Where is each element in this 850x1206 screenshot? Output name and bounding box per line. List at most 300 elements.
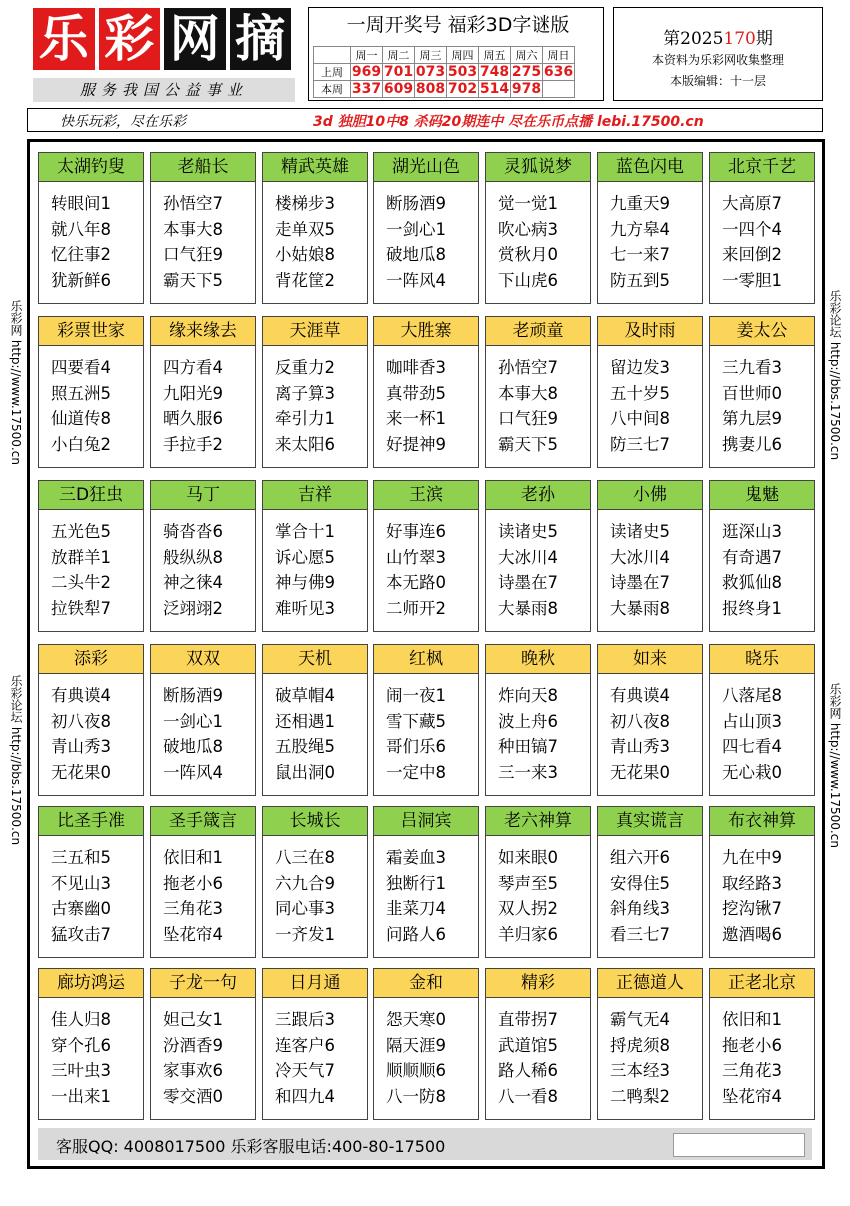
draw-number: 609 xyxy=(383,81,414,97)
riddle-line: 大暴雨8 xyxy=(498,598,558,618)
draw-number: 748 xyxy=(479,64,510,80)
riddle-line: 问路人6 xyxy=(386,924,446,944)
side-text-right-bottom: 乐彩网 http://www.17500.cn xyxy=(828,683,842,848)
riddle-line: 琴声至5 xyxy=(498,873,558,893)
riddle-card xyxy=(709,480,815,632)
riddle-line: 武道馆5 xyxy=(498,1035,558,1055)
riddle-line: 断肠酒9 xyxy=(386,194,446,213)
riddle-line: 汾酒香9 xyxy=(163,1035,223,1055)
side-text-right-top: 乐彩论坛 http://bbs.17500.cn xyxy=(828,290,842,461)
riddle-line: 来回倒2 xyxy=(722,245,782,264)
riddle-line: 本事大8 xyxy=(498,383,558,403)
riddle-card-body xyxy=(374,182,478,293)
riddle-card-body xyxy=(710,510,814,621)
riddle-line: 八一防8 xyxy=(386,1086,446,1106)
riddle-card-title: 老六神算 xyxy=(486,807,590,836)
riddle-line: 挖沟锹7 xyxy=(722,899,782,918)
riddle-card xyxy=(38,644,144,796)
riddle-card-body xyxy=(598,836,702,947)
riddle-line: 一四个4 xyxy=(722,219,782,239)
riddle-card-title: 圣手箴言 xyxy=(151,807,255,836)
riddle-line: 青山秀3 xyxy=(51,737,111,756)
riddle-card xyxy=(38,806,144,958)
riddle-line: 来太阳6 xyxy=(275,434,335,454)
riddle-card-body xyxy=(486,182,590,293)
riddle-line: 八中间8 xyxy=(610,409,670,428)
riddle-line: 救狐仙8 xyxy=(722,573,782,592)
riddle-card xyxy=(709,644,815,796)
draw-number: 969 xyxy=(351,64,382,80)
this-week-label: 本周 xyxy=(314,81,351,98)
riddle-line: 鼠出洞0 xyxy=(275,762,335,782)
riddle-line: 一剑心1 xyxy=(163,711,223,731)
riddle-card-body xyxy=(374,510,478,621)
riddle-line: 来一杯1 xyxy=(386,409,446,428)
riddle-card-title: 长城长 xyxy=(263,807,367,836)
riddle-line: 犹新鲜6 xyxy=(51,270,111,290)
riddle-card-body xyxy=(151,510,255,621)
riddle-card-body xyxy=(374,674,478,785)
riddle-card xyxy=(38,968,144,1120)
draw-number: 701 xyxy=(383,64,414,80)
riddle-card xyxy=(262,644,368,796)
day-header: 周四 xyxy=(447,47,479,64)
riddle-card-body xyxy=(710,182,814,293)
riddle-line: 三本经3 xyxy=(610,1061,670,1080)
riddle-line: 三九看3 xyxy=(722,358,782,377)
riddle-line: 口气狂9 xyxy=(498,409,558,428)
riddle-card-body xyxy=(263,674,367,785)
riddle-line: 组六开6 xyxy=(610,848,670,867)
riddle-line: 神与佛9 xyxy=(275,573,335,592)
riddle-line: 韭菜刀4 xyxy=(386,899,446,918)
riddle-card-body xyxy=(598,182,702,293)
riddle-line: 有典谟4 xyxy=(51,686,111,705)
riddle-card-body xyxy=(598,998,702,1109)
riddle-card-title: 双双 xyxy=(151,645,255,674)
riddle-line: 零交酒0 xyxy=(163,1086,223,1106)
riddle-line: 逛深山3 xyxy=(722,522,782,541)
riddle-line: 霸气无4 xyxy=(610,1010,670,1029)
riddle-card xyxy=(373,152,479,304)
riddle-card-title: 精彩 xyxy=(486,969,590,998)
draw-number: 808 xyxy=(415,81,446,97)
riddle-line: 放群羊1 xyxy=(51,547,111,567)
draw-number: 636 xyxy=(543,64,574,80)
riddle-card-title: 老孙 xyxy=(486,481,590,510)
riddle-card xyxy=(485,480,591,632)
riddle-card xyxy=(150,968,256,1120)
riddle-line: 三五和5 xyxy=(51,848,111,867)
riddle-line: 二师开2 xyxy=(386,598,446,618)
riddle-line: 依旧和1 xyxy=(163,848,223,867)
riddle-line: 拖老小6 xyxy=(163,873,223,893)
riddle-line: 连客户6 xyxy=(275,1035,335,1055)
draw-results-table xyxy=(313,46,575,98)
day-header: 周三 xyxy=(415,47,447,64)
riddle-line: 三跟后3 xyxy=(275,1010,335,1029)
riddle-line: 九阳光9 xyxy=(163,383,223,403)
riddle-line: 哥们乐6 xyxy=(386,737,446,756)
riddle-line: 大暴雨8 xyxy=(610,598,670,618)
riddle-line: 一齐发1 xyxy=(275,924,335,944)
day-header: 周二 xyxy=(383,47,415,64)
compiled-note: 本资料为乐彩网收集整理 xyxy=(651,53,784,67)
riddle-card xyxy=(373,806,479,958)
riddle-line: 孙悟空7 xyxy=(163,194,223,213)
riddle-line: 顺顺顺6 xyxy=(386,1061,446,1080)
riddle-line: 古寨幽0 xyxy=(51,899,111,918)
riddle-line: 不见山3 xyxy=(51,873,111,893)
riddle-card-title: 精武英雄 xyxy=(263,153,367,182)
riddle-card-title: 大胜寨 xyxy=(374,317,478,346)
riddle-card xyxy=(150,806,256,958)
riddle-line: 炸向天8 xyxy=(498,686,558,705)
riddle-card xyxy=(485,644,591,796)
riddle-line: 掌合十1 xyxy=(275,522,335,541)
riddle-line: 晒久服6 xyxy=(163,409,223,428)
riddle-line: 好事连6 xyxy=(386,522,446,541)
riddle-line: 依旧和1 xyxy=(722,1010,782,1029)
riddle-line: 离子算3 xyxy=(275,383,335,403)
riddle-card-title: 及时雨 xyxy=(598,317,702,346)
riddle-card-body xyxy=(710,998,814,1109)
riddle-line: 五十岁5 xyxy=(610,383,670,403)
riddle-line: 大冰川4 xyxy=(610,547,670,567)
riddle-line: 霜姜血3 xyxy=(386,848,446,867)
riddle-line: 四七看4 xyxy=(722,737,782,756)
riddle-line: 八落尾8 xyxy=(722,686,782,705)
draw-number: 337 xyxy=(351,81,382,97)
riddle-line: 六九合9 xyxy=(275,873,335,893)
riddle-line: 五股绳5 xyxy=(275,737,335,756)
riddle-line: 坠花帘4 xyxy=(722,1086,782,1106)
riddle-line: 泛翊翊2 xyxy=(163,598,223,618)
riddle-card-body xyxy=(598,510,702,621)
riddle-card-body xyxy=(710,346,814,457)
riddle-line: 背花筐2 xyxy=(275,270,335,290)
riddle-card-title: 缘来缘去 xyxy=(151,317,255,346)
riddle-card xyxy=(597,152,703,304)
riddle-line: 九方皋4 xyxy=(610,219,670,239)
riddle-card-body xyxy=(39,998,143,1109)
promo-link[interactable]: 3d 独胆10中8 杀码20期连中 尽在乐币点播 lebi.17500.cn xyxy=(313,114,704,130)
riddle-line: 口气狂9 xyxy=(163,245,223,264)
riddle-line: 一定中8 xyxy=(386,762,446,782)
riddle-line: 直带拐7 xyxy=(498,1010,558,1029)
riddle-card-body xyxy=(151,998,255,1109)
riddle-line: 五光色5 xyxy=(51,522,111,541)
riddle-line: 坠花帘4 xyxy=(163,924,223,944)
riddle-line: 无花果0 xyxy=(610,762,670,782)
riddle-card-title: 廊坊鸿运 xyxy=(39,969,143,998)
riddle-card-title: 正老北京 xyxy=(710,969,814,998)
riddle-line: 有典谟4 xyxy=(610,686,670,705)
riddle-card-title: 太湖钓叟 xyxy=(39,153,143,182)
riddle-card-title: 蓝色闪电 xyxy=(598,153,702,182)
side-text-left-top: 乐彩网 http://www.17500.cn xyxy=(9,300,23,465)
riddle-line: 隔天涯9 xyxy=(386,1035,446,1055)
riddle-line: 仙道传8 xyxy=(51,409,111,428)
riddle-line: 就八年8 xyxy=(51,219,111,239)
riddle-line: 读诸史5 xyxy=(498,522,558,541)
riddle-line: 本事大8 xyxy=(163,219,223,239)
riddle-card-title: 老船长 xyxy=(151,153,255,182)
riddle-card-title: 北京千艺 xyxy=(710,153,814,182)
issue-number: 第2025170期 xyxy=(663,29,773,49)
riddle-line: 霸天下5 xyxy=(498,434,558,454)
riddle-line: 小姑娘8 xyxy=(275,245,335,264)
riddle-line: 双人拐2 xyxy=(498,899,558,918)
riddle-line: 下山虎6 xyxy=(498,270,558,290)
logo-char: 彩 xyxy=(99,8,161,70)
riddle-line: 报终身1 xyxy=(722,598,782,618)
riddle-line: 骑沓沓6 xyxy=(163,522,223,541)
riddle-line: 觉一觉1 xyxy=(498,194,558,213)
riddle-line: 断肠酒9 xyxy=(163,686,223,705)
riddle-card xyxy=(150,644,256,796)
riddle-card-body xyxy=(486,674,590,785)
riddle-line: 同心事3 xyxy=(275,899,335,918)
riddle-line: 转眼间1 xyxy=(51,194,111,213)
riddle-card-body xyxy=(263,510,367,621)
draw-number: 503 xyxy=(447,64,478,80)
riddle-card xyxy=(597,644,703,796)
riddle-card-body xyxy=(39,346,143,457)
riddle-card-body xyxy=(263,998,367,1109)
riddle-card xyxy=(597,968,703,1120)
day-header: 周六 xyxy=(511,47,543,64)
riddle-line: 占山顶3 xyxy=(722,711,782,731)
riddle-card-title: 王滨 xyxy=(374,481,478,510)
riddle-card-title: 如来 xyxy=(598,645,702,674)
riddle-line: 百世师0 xyxy=(722,383,782,403)
riddle-line: 九重天9 xyxy=(610,194,670,213)
riddle-line: 手拉手2 xyxy=(163,434,223,454)
riddle-card-body xyxy=(486,836,590,947)
riddle-line: 大高原7 xyxy=(722,194,782,213)
riddle-line: 防五到5 xyxy=(610,270,670,290)
riddle-line: 一零胆1 xyxy=(722,270,782,290)
riddle-card-title: 添彩 xyxy=(39,645,143,674)
riddle-line: 波上舟6 xyxy=(498,711,558,731)
riddle-line: 佳人归8 xyxy=(51,1010,111,1029)
riddle-card-title: 布衣神算 xyxy=(710,807,814,836)
riddle-line: 诉心愿5 xyxy=(275,547,335,567)
riddle-card-body xyxy=(263,346,367,457)
riddle-card xyxy=(150,152,256,304)
riddle-card-body xyxy=(151,674,255,785)
draw-number: 275 xyxy=(511,64,542,80)
draw-number: 978 xyxy=(511,81,542,97)
riddle-card-body xyxy=(39,182,143,293)
riddle-line: 怨天寒0 xyxy=(386,1010,446,1029)
draw-number: 702 xyxy=(447,81,478,97)
riddle-card xyxy=(373,968,479,1120)
footer-contact: 客服QQ: 4008017500 乐彩客服电话:400-80-17500 xyxy=(56,1137,446,1156)
riddle-line: 真带劲5 xyxy=(386,383,446,403)
riddle-line: 四要看4 xyxy=(51,358,111,377)
riddle-card-title: 真实谎言 xyxy=(598,807,702,836)
riddle-line: 取经路3 xyxy=(722,873,782,893)
riddle-line: 无心栽0 xyxy=(722,762,782,782)
riddle-line: 吹心病3 xyxy=(498,219,558,239)
riddle-line: 防三七7 xyxy=(610,434,670,454)
riddle-card-body xyxy=(486,510,590,621)
riddle-card-title: 吕洞宾 xyxy=(374,807,478,836)
riddle-card xyxy=(485,316,591,468)
riddle-card-title: 金和 xyxy=(374,969,478,998)
riddle-line: 和四九4 xyxy=(275,1086,335,1106)
draw-number xyxy=(543,81,575,98)
riddle-card-title: 姜太公 xyxy=(710,317,814,346)
logo xyxy=(33,8,295,74)
riddle-card-title: 老顽童 xyxy=(486,317,590,346)
riddle-card-body xyxy=(486,346,590,457)
riddle-line: 如来眼0 xyxy=(498,848,558,867)
riddle-line: 三一来3 xyxy=(498,762,558,782)
riddle-line: 难听见3 xyxy=(275,598,335,618)
riddle-line: 斜角线3 xyxy=(610,899,670,918)
riddle-card-title: 灵狐说梦 xyxy=(486,153,590,182)
riddle-line: 忆往事2 xyxy=(51,245,111,264)
logo-char: 乐 xyxy=(33,8,95,70)
riddle-line: 二鸭梨2 xyxy=(610,1086,670,1106)
riddle-line: 第九层9 xyxy=(722,409,782,428)
riddle-card xyxy=(38,152,144,304)
riddle-card-body xyxy=(151,836,255,947)
riddle-line: 捋虎须8 xyxy=(610,1035,670,1055)
riddle-line: 诗墨在7 xyxy=(498,573,558,592)
riddle-line: 独断行1 xyxy=(386,873,446,893)
riddle-card xyxy=(373,480,479,632)
riddle-line: 拖老小6 xyxy=(722,1035,782,1055)
day-header: 周五 xyxy=(479,47,511,64)
riddle-line: 七一来7 xyxy=(610,245,670,264)
riddle-line: 大冰川4 xyxy=(498,547,558,567)
riddle-line: 冷天气7 xyxy=(275,1061,335,1080)
riddle-line: 赏秋月0 xyxy=(498,245,558,264)
day-header: 周一 xyxy=(351,47,383,64)
riddle-line: 安得住5 xyxy=(610,873,670,893)
riddle-card-body xyxy=(151,346,255,457)
riddle-card-title: 子龙一句 xyxy=(151,969,255,998)
riddle-card-body xyxy=(598,346,702,457)
riddle-card xyxy=(597,480,703,632)
riddle-card-title: 比圣手准 xyxy=(39,807,143,836)
editor-note: 本版编辑：十一层 xyxy=(669,74,766,88)
tagline: 快乐玩彩，尽在乐彩 xyxy=(60,114,186,130)
riddle-line: 一剑心1 xyxy=(386,219,446,239)
riddle-card-body xyxy=(374,836,478,947)
riddle-card xyxy=(709,806,815,958)
riddle-line: 八一看8 xyxy=(498,1086,558,1106)
logo-char: 网 xyxy=(164,8,226,70)
riddle-line: 还相遇1 xyxy=(275,711,335,731)
riddle-card-title: 天机 xyxy=(263,645,367,674)
riddle-card-title: 吉祥 xyxy=(263,481,367,510)
riddle-line: 路人稀6 xyxy=(498,1061,558,1080)
riddle-card-body xyxy=(710,836,814,947)
riddle-card xyxy=(709,152,815,304)
riddle-card-body xyxy=(39,836,143,947)
riddle-card xyxy=(485,968,591,1120)
riddle-line: 家事欢6 xyxy=(163,1061,223,1080)
riddle-card-title: 马丁 xyxy=(151,481,255,510)
riddle-line: 神之徕4 xyxy=(163,573,223,592)
riddle-line: 闹一夜1 xyxy=(386,686,446,705)
riddle-line: 留边发3 xyxy=(610,358,670,377)
riddle-line: 好提神9 xyxy=(386,434,446,454)
riddle-line: 照五洲5 xyxy=(51,383,111,403)
riddle-card-body xyxy=(374,346,478,457)
side-text-left-bottom: 乐彩论坛 http://bbs.17500.cn xyxy=(9,675,23,846)
riddle-line: 咖啡香3 xyxy=(386,358,446,377)
riddle-card xyxy=(709,316,815,468)
riddle-card xyxy=(262,968,368,1120)
riddle-line: 走单双5 xyxy=(275,219,335,239)
riddle-line: 山竹翠3 xyxy=(386,547,446,567)
riddle-card-title: 正德道人 xyxy=(598,969,702,998)
riddle-line: 一阵风4 xyxy=(386,270,446,290)
riddle-line: 穿个孔6 xyxy=(51,1035,111,1055)
riddle-line: 本无路0 xyxy=(386,573,446,592)
riddle-line: 二头牛2 xyxy=(51,573,111,592)
slogan: 服务我国公益事业 xyxy=(33,78,295,102)
riddle-line: 三角花3 xyxy=(722,1061,782,1080)
riddle-line: 般纵纵8 xyxy=(163,547,223,567)
riddle-line: 无花果0 xyxy=(51,762,111,782)
riddle-card-body xyxy=(710,674,814,785)
riddle-card-body xyxy=(374,998,478,1109)
riddle-card-title: 三D狂虫 xyxy=(39,481,143,510)
footer-blank-box xyxy=(673,1133,805,1157)
riddle-card-body xyxy=(486,998,590,1109)
riddle-card-body xyxy=(263,836,367,947)
riddle-card-body xyxy=(598,674,702,785)
riddle-card-title: 天涯草 xyxy=(263,317,367,346)
riddle-line: 种田镐7 xyxy=(498,737,558,756)
riddle-card xyxy=(150,316,256,468)
draw-number: 073 xyxy=(415,64,446,80)
riddle-card xyxy=(485,152,591,304)
riddle-line: 看三七7 xyxy=(610,924,670,944)
riddle-card xyxy=(38,316,144,468)
riddle-card-title: 晓乐 xyxy=(710,645,814,674)
riddle-line: 读诸史5 xyxy=(610,522,670,541)
riddle-line: 三叶虫3 xyxy=(51,1061,111,1080)
riddle-card xyxy=(373,644,479,796)
day-header: 周日 xyxy=(543,47,575,64)
draw-title: 一周开奖号 福彩3D字谜版 xyxy=(346,14,570,36)
riddle-line: 青山秀3 xyxy=(610,737,670,756)
riddle-card xyxy=(262,806,368,958)
riddle-line: 牵引力1 xyxy=(275,409,335,428)
riddle-line: 小白兔2 xyxy=(51,434,111,454)
riddle-line: 有奇遇7 xyxy=(722,547,782,567)
riddle-line: 四方看4 xyxy=(163,358,223,377)
riddle-line: 反重力2 xyxy=(275,358,335,377)
riddle-card-body xyxy=(151,182,255,293)
riddle-line: 妲己女1 xyxy=(163,1010,223,1029)
riddle-line: 羊归家6 xyxy=(498,924,558,944)
riddle-line: 初八夜8 xyxy=(610,711,670,731)
draw-number: 514 xyxy=(479,81,510,97)
riddle-line: 初八夜8 xyxy=(51,711,111,731)
last-week-label: 上周 xyxy=(314,64,351,81)
riddle-line: 破地瓜8 xyxy=(386,245,446,264)
riddle-card xyxy=(262,316,368,468)
